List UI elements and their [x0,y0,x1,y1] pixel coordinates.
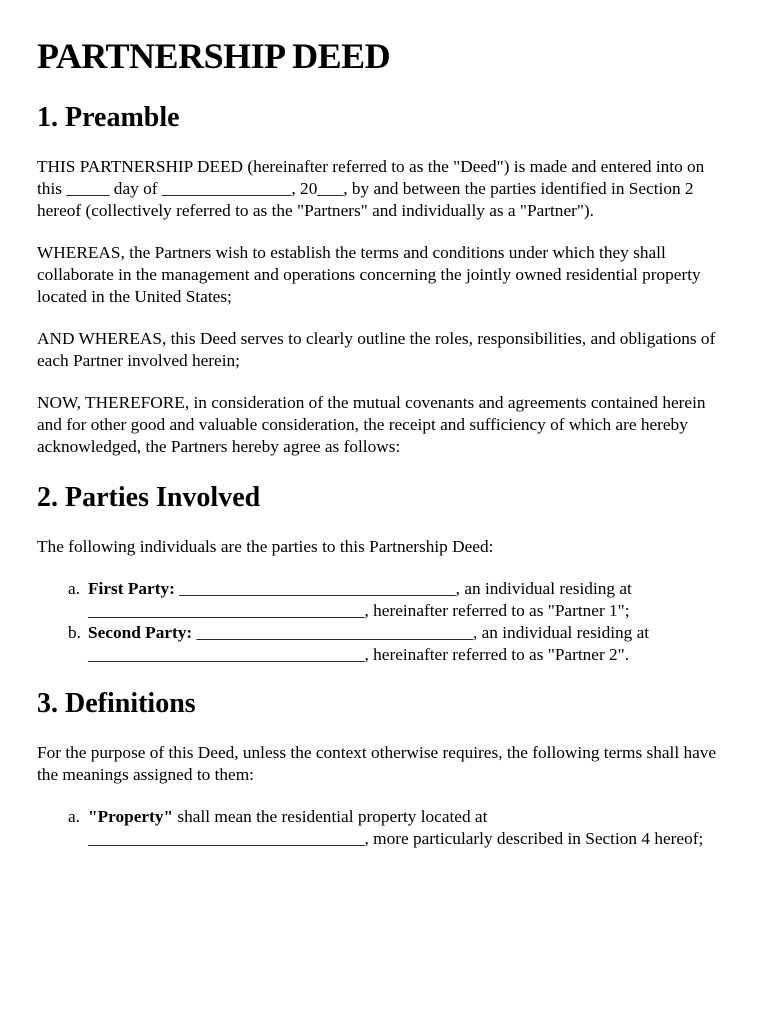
section-heading: 2. Parties Involved [37,482,261,513]
preamble-paragraph: WHEREAS, the Partners wish to establish the terms and conditions under which they shall collaborate in the management and operations concerning the jointly owned residential property located in the United States; [37,243,701,306]
section-heading: 3. Definitions [37,688,196,719]
item-text: shall mean the residential property located at ________________________________, more particularly described in Section 4 hereof; [88,807,704,848]
list-marker: b. [68,623,81,642]
list-item [37,578,730,622]
item-label: First Party: [88,579,175,598]
section-preamble [37,102,730,458]
preamble-paragraph: AND WHEREAS, this Deed serves to clearly outline the roles, responsibilities, and obligations of each Partner involved herein; [37,329,716,370]
item-text: ________________________________, an individual residing at ________________________________, hereinafter referred to as "Partner 2". [88,623,650,664]
section-definitions [37,688,730,850]
item-text: ________________________________, an individual residing at ________________________________, hereinafter referred to as "Partner 1"; [88,579,632,620]
preamble-paragraph: THIS PARTNERSHIP DEED (hereinafter referred to as the "Deed") is made and entered into on this _____ day of _______________, 20___, by and between the parties identified in Section 2 hereof (collectively referred to as the "Partners" and individually as a "Partner"). [37,157,705,220]
definitions-intro: For the purpose of this Deed, unless the context otherwise requires, the following terms shall have the meanings assigned to them: [37,743,717,784]
item-label: Second Party: [88,623,193,642]
list-item [37,622,730,666]
definitions-list [37,806,730,850]
preamble-paragraph: NOW, THEREFORE, in consideration of the mutual covenants and agreements contained herein and for other good and valuable consideration, the receipt and sufficiency of which are hereby acknowledged, the Partners hereby agree as follows: [37,393,706,456]
parties-intro: The following individuals are the parties to this Partnership Deed: [37,537,494,556]
list-marker: a. [68,807,80,826]
section-parties [37,482,730,666]
list-item [37,806,730,850]
list-marker: a. [68,579,80,598]
parties-list [37,578,730,666]
section-heading: 1. Preamble [37,102,180,133]
document-title: PARTNERSHIP DEED [37,36,391,76]
item-label: "Property" [88,807,174,826]
